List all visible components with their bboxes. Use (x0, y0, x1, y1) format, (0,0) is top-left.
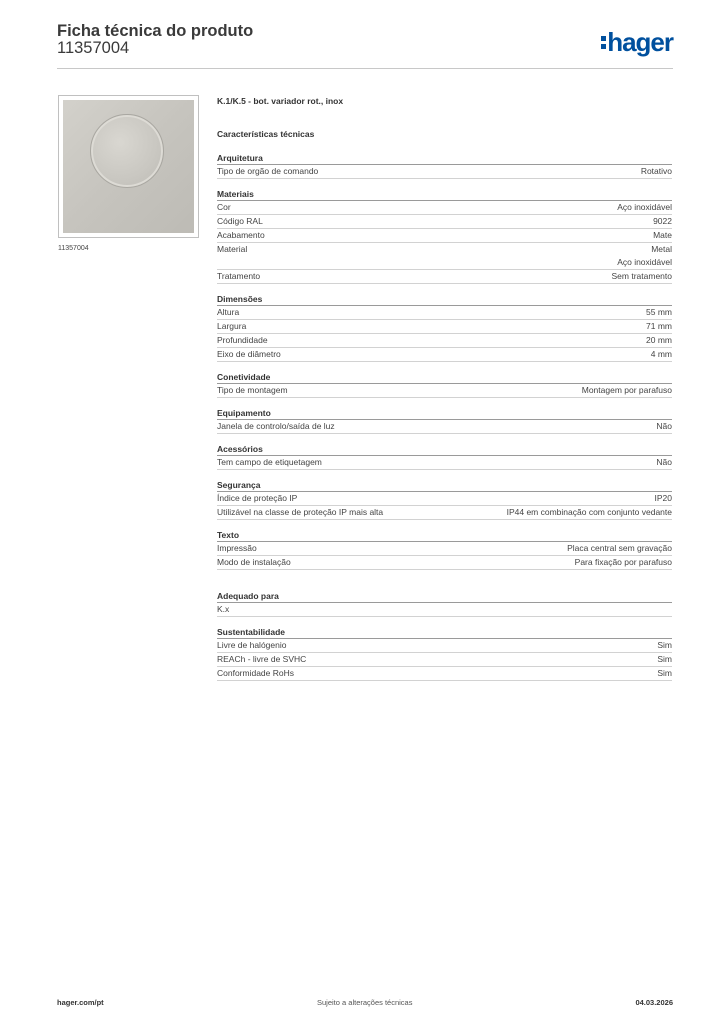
brand-mark-icon (601, 36, 606, 49)
spec-value-line: Não (656, 457, 672, 467)
footer-note: Sujeito a alterações técnicas (317, 998, 413, 1007)
spec-section (217, 371, 672, 398)
spec-value-line: Não (656, 421, 672, 431)
spec-row (217, 215, 672, 229)
spec-value (617, 243, 672, 269)
spec-section (217, 479, 672, 520)
spec-section (217, 626, 672, 681)
spec-value-line: IP20 (654, 493, 672, 503)
spec-sections (217, 152, 672, 681)
section-title: Dimensões (217, 293, 672, 306)
spec-value-line: 55 mm (646, 307, 672, 317)
spec-row (217, 334, 672, 348)
spec-value (646, 334, 672, 347)
brand-logo[interactable] (601, 27, 673, 57)
spec-value (641, 165, 672, 178)
spec-value-line: Rotativo (640, 166, 672, 176)
spec-value-line: Montagem por parafuso (581, 385, 672, 395)
spec-value-line: Sem tratamento (611, 271, 672, 281)
spec-value-line: Aço inoxidável (617, 257, 672, 267)
spec-value (567, 542, 672, 555)
switch-plate-image (63, 100, 194, 233)
spec-value (646, 320, 672, 333)
spec-value-line: Para fixação por parafuso (574, 557, 672, 567)
spec-value-line: Aço inoxidável (617, 202, 672, 212)
footer-date: 04.03.2026 (635, 998, 673, 1007)
spec-row (217, 306, 672, 320)
section-title: Materiais (217, 188, 672, 201)
spec-section (217, 529, 672, 570)
spec-content (217, 96, 672, 681)
spec-value (646, 306, 672, 319)
spec-value-line: Metal (651, 244, 672, 254)
spec-label: Altura (217, 307, 240, 317)
spec-row (217, 492, 672, 506)
spec-value-line: 20 mm (646, 335, 672, 345)
spec-label: Código RAL (217, 216, 263, 226)
spec-value (656, 456, 672, 469)
product-reference: 11357004 (57, 39, 130, 57)
spec-row (217, 603, 672, 617)
spec-row (217, 542, 672, 556)
section-title: Sustentabilidade (217, 626, 672, 639)
spec-value (655, 492, 673, 505)
spec-label: Tem campo de etiquetagem (217, 457, 322, 467)
section-title: Equipamento (217, 407, 672, 420)
spec-row (217, 384, 672, 398)
spec-value-line: 71 mm (646, 321, 672, 331)
page-title: Ficha técnica do produto (57, 22, 254, 40)
spec-value (617, 201, 672, 214)
spec-value-line: Sim (657, 668, 672, 678)
footer-website-link[interactable]: hager.com/pt (57, 998, 104, 1007)
spec-value (507, 506, 672, 519)
spec-row (217, 556, 672, 570)
section-title: Conetividade (217, 371, 672, 384)
section-title: Adequado para (217, 590, 672, 603)
section-title: Acessórios (217, 443, 672, 456)
spec-row (217, 506, 672, 520)
spec-section (217, 293, 672, 362)
spec-row (217, 667, 672, 681)
spec-value-line: Sim (657, 654, 672, 664)
spec-row (217, 243, 672, 270)
image-caption: 11357004 (58, 245, 89, 252)
spec-section (217, 407, 672, 434)
spec-label: Tipo de montagem (217, 385, 288, 395)
spec-label: Tratamento (217, 271, 261, 281)
spec-label: Janela de controlo/saída de luz (217, 421, 335, 431)
spec-label: Material (217, 244, 248, 254)
spec-section (217, 443, 672, 470)
spec-value (582, 384, 672, 397)
spec-value-line: Sim (657, 640, 672, 650)
spec-value (657, 639, 672, 652)
spec-value-line: 4 mm (650, 349, 672, 359)
spec-label: Profundidade (217, 335, 268, 345)
spec-row (217, 165, 672, 179)
header-divider (57, 68, 673, 69)
section-title: Segurança (217, 479, 672, 492)
spec-row (217, 653, 672, 667)
spec-row (217, 420, 672, 434)
spec-value-line: Mate (653, 230, 672, 240)
spec-row (217, 639, 672, 653)
spec-row (217, 229, 672, 243)
spec-section (217, 188, 672, 284)
spec-label: Tipo de orgão de comando (217, 166, 319, 176)
spec-section (217, 590, 672, 617)
spec-value-line: Placa central sem gravação (567, 543, 672, 553)
spec-label: Largura (217, 321, 247, 331)
spec-label: Eixo de diâmetro (217, 349, 281, 359)
spec-row (217, 348, 672, 362)
spec-value (656, 420, 672, 433)
spec-value (657, 653, 672, 666)
spec-label: Livre de halógenio (217, 640, 287, 650)
spec-label: Acabamento (217, 230, 265, 240)
spec-value (653, 215, 672, 228)
spec-value (653, 229, 672, 242)
spec-label: Índice de proteção IP (217, 493, 298, 503)
product-name: K.1/K.5 - bot. variador rot., inox (217, 96, 344, 106)
spec-label: Cor (217, 202, 231, 212)
spec-value (575, 556, 672, 569)
spec-value (612, 270, 672, 283)
spec-label: Impressão (217, 543, 257, 553)
spec-section (217, 152, 672, 179)
spec-value (651, 348, 672, 361)
spec-value-line: 9022 (653, 216, 672, 226)
tech-heading: Características técnicas (217, 129, 315, 139)
spec-label: Modo de instalação (217, 557, 291, 567)
section-title: Arquitetura (217, 152, 672, 165)
spec-label: K.x (217, 604, 230, 614)
section-title: Texto (217, 529, 672, 542)
spec-row (217, 456, 672, 470)
spec-label: Conformidade RoHs (217, 668, 295, 678)
spec-label: REACh - livre de SVHC (217, 654, 307, 664)
brand-name: hager (607, 27, 673, 57)
rotary-knob-image (90, 114, 164, 188)
spec-value-line: IP44 em combinação com conjunto vedante (506, 507, 672, 517)
spec-row (217, 320, 672, 334)
spec-row (217, 270, 672, 284)
spec-label: Utilizável na classe de proteção IP mais alta (217, 507, 384, 517)
product-image (58, 95, 199, 238)
spec-row (217, 201, 672, 215)
spec-value (657, 667, 672, 680)
